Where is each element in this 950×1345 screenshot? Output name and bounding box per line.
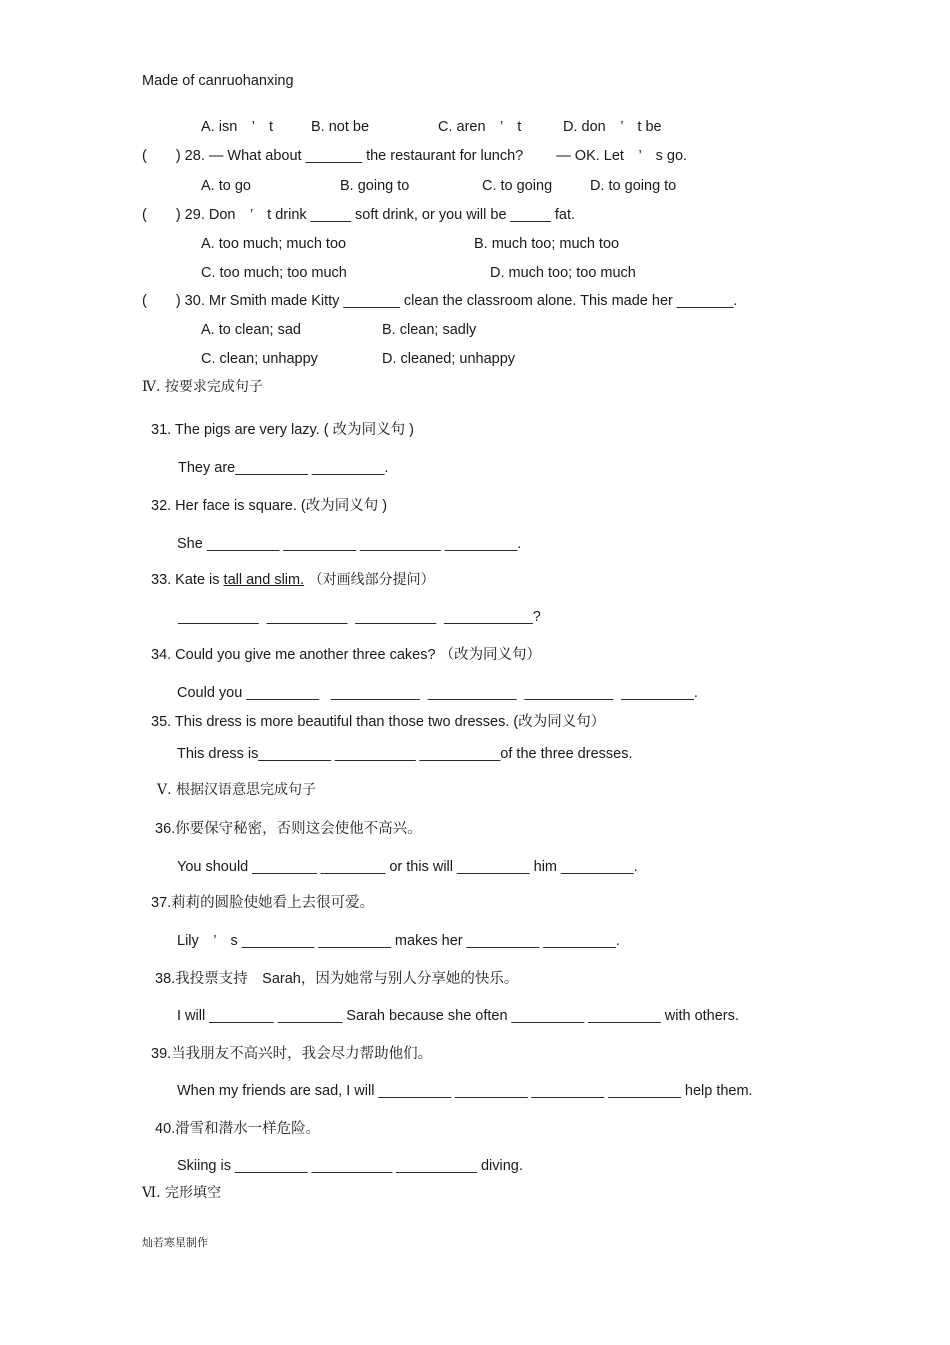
- q28-option-c: C. to going: [482, 178, 553, 194]
- q40-answer-line: Skiing is _________ __________ __________ diving.: [177, 1158, 523, 1174]
- q39-answer-line: When my friends are sad, I will _________ _________ _________ _________ help them.: [177, 1083, 753, 1099]
- q27-option-b: B. not be: [311, 119, 370, 135]
- q29-stem: ( ) 29. Don ’ t drink _____ soft drink, or you will be _____ fat.: [142, 207, 576, 223]
- q34-answer-line: Could you _________ ___________ ___________ ___________ _________.: [177, 685, 698, 701]
- q28-option-a: A. to go: [201, 178, 251, 194]
- page-footer: 灿若寒星制作: [142, 1236, 208, 1249]
- section-5-heading: Ⅴ. 根据汉语意思完成句子: [157, 782, 317, 798]
- q30-option-c: C. clean; unhappy: [201, 351, 318, 367]
- q32-answer-line: She _________ _________ __________ _________.: [177, 536, 522, 552]
- page-header: Made of canruohanxing: [142, 73, 294, 89]
- q33-underlined-part: tall and slim.: [223, 572, 305, 588]
- q33-stem-prefix: 33. Kate is: [151, 572, 224, 588]
- q29-option-c: C. too much; too much: [201, 265, 347, 281]
- q27-option-a: A. isn ’ t: [201, 119, 273, 135]
- q34-stem: 34. Could you give me another three cakes? （改为同义句）: [151, 647, 542, 663]
- q36-stem: 36.你要保守秘密，否则这会使他不高兴。: [155, 821, 422, 837]
- q35-answer-line: This dress is_________ __________ __________of the three dresses.: [177, 746, 633, 762]
- q28-option-b: B. going to: [340, 178, 410, 194]
- q37-answer-line: Lily ’ s _________ _________ makes her _________ _________.: [177, 933, 620, 949]
- q28-stem: ( ) 28. — What about _______ the restaurant for lunch? — OK. Let ’ s go.: [142, 148, 688, 164]
- q35-stem: 35. This dress is more beautiful than those two dresses. (改为同义句）: [151, 714, 606, 730]
- q32-stem: 32. Her face is square. (改为同义句 ): [151, 498, 388, 514]
- q40-stem: 40.滑雪和潜水一样危险。: [155, 1121, 321, 1137]
- q29-option-b: B. much too; much too: [474, 236, 620, 252]
- q31-answer-line: They are_________ _________.: [178, 460, 389, 476]
- q37-stem: 37.莉莉的圆脸使她看上去很可爱。: [151, 895, 375, 911]
- q39-stem: 39.当我朋友不高兴时，我会尽力帮助他们。: [151, 1046, 433, 1062]
- q30-option-d: D. cleaned; unhappy: [382, 351, 516, 367]
- q38-answer-line: I will ________ ________ Sarah because she often _________ _________ with others.: [177, 1008, 739, 1024]
- q27-option-c: C. aren ’ t: [438, 119, 522, 135]
- q28-option-d: D. to going to: [590, 178, 677, 194]
- q31-stem: 31. The pigs are very lazy. ( 改为同义句 ): [151, 422, 414, 438]
- q30-option-b: B. clean; sadly: [382, 322, 477, 338]
- q38-stem: 38.我投票支持 Sarah，因为她常与别人分享她的快乐。: [155, 971, 519, 987]
- section-6-heading: Ⅵ. 完形填空: [142, 1185, 221, 1201]
- q27-option-d: D. don ’ t be: [563, 119, 662, 135]
- q33-answer-line: __________ __________ __________ ___________?: [178, 609, 541, 625]
- q29-option-d: D. much too; too much: [490, 265, 636, 281]
- section-4-heading: Ⅳ. 按要求完成句子: [142, 379, 263, 395]
- q33-instruction: （对画线部分提问）: [304, 572, 435, 588]
- q33-stem: [151, 571, 435, 589]
- q30-stem: ( ) 30. Mr Smith made Kitty _______ clean the classroom alone. This made her _______.: [142, 293, 738, 309]
- q36-answer-line: You should ________ ________ or this will _________ him _________.: [177, 859, 638, 875]
- q29-option-a: A. too much; much too: [201, 236, 347, 252]
- q30-option-a: A. to clean; sad: [201, 322, 301, 338]
